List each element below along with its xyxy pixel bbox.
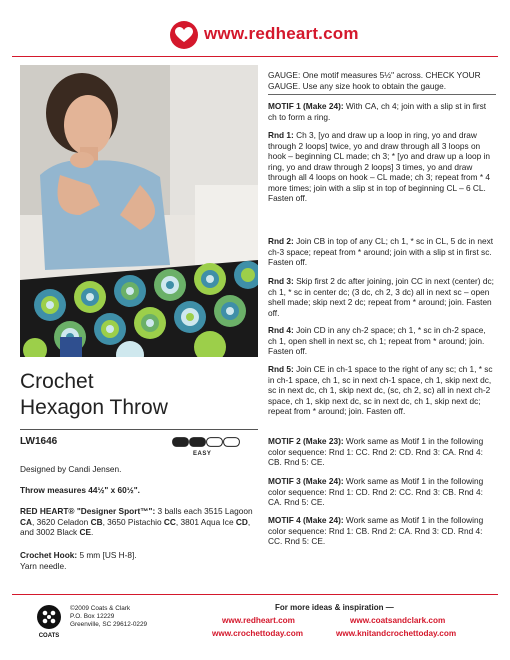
- throw-measurements: Throw measures 44½" x 60½".: [20, 485, 140, 495]
- title-divider: [20, 429, 258, 430]
- copyright-line: ©2009 Coats & Clark: [70, 605, 131, 612]
- copyright-block: [70, 605, 147, 629]
- round-text: Join CE in ch-1 space to the right of any sc; ch 1, * sc in ch-1 space, ch 1, sc in next ch-1 space, ch 1, skip next dc, sc in next dc, ch 1, skip next dc, (sc, ch 2, sc) all in next ch-2 space, ch 1, skip next dc, sc in next dc, ch 1, skip next dc; repeat from * around; join. Fasten off.: [268, 364, 493, 416]
- title-line-1: Crochet: [20, 370, 94, 393]
- round-2: [268, 236, 496, 268]
- round-heading: Rnd 3:: [268, 276, 294, 286]
- needle-info: Yarn needle.: [20, 561, 67, 571]
- motif-heading: MOTIF 4 (Make 24):: [268, 515, 344, 525]
- pattern-title: [20, 369, 168, 421]
- skill-level-segment: [173, 438, 189, 447]
- motif-2: [268, 436, 496, 468]
- yarn-materials: [20, 506, 260, 538]
- heart-icon: [175, 27, 193, 43]
- motif-4: [268, 515, 496, 547]
- header-url-link[interactable]: www.redheart.com: [204, 24, 359, 43]
- pattern-id: LW1646: [20, 436, 58, 447]
- round-4: [268, 325, 496, 357]
- motif-text: Work same as Motif 1 in the following color sequence: Rnd 1: CC. Rnd 2: CD. Rnd 3: CA. Rnd 4: CB. Rnd 5: CE.: [268, 436, 484, 467]
- address-line: P.O. Box 12229: [70, 613, 115, 620]
- gauge-note: GAUGE: One motif measures 5½" across. CHECK YOUR GAUGE. Use any size hook to obtain the gauge.: [268, 70, 481, 91]
- round-text: Ch 3, [yo and draw up a loop in ring, yo and draw through 2 loops] twice, yo and draw through all 3 loops on hook – beginning CL made; ch 3; * [yo and draw up a loop in ring, yo and draw through 2 loops] 3 times, yo and draw through all 4 loops on hook – CL made; ch 3; repeat from * 4 more times; join with a slip st in top of beginning CL – 6 CL. Fasten off.: [268, 130, 491, 203]
- hook-label: Crochet Hook:: [20, 550, 78, 560]
- address-line: Greenville, SC 29612-0229: [70, 621, 148, 628]
- skill-level-segment: [207, 438, 223, 447]
- yarn-text: , and 3002 Black: [20, 516, 251, 537]
- round-heading: Rnd 4:: [268, 325, 294, 335]
- hook-info: [20, 550, 260, 561]
- product-photo: [20, 65, 258, 357]
- yarn-text: , 3620 Celadon: [31, 516, 91, 527]
- skill-level-label: EASY: [193, 451, 212, 457]
- coats-logo-text: COATS: [38, 633, 60, 639]
- yarn-brand: RED HEART® "Designer Sport™":: [20, 506, 156, 516]
- coats-logo: [36, 604, 62, 640]
- round-heading: Rnd 2:: [268, 236, 294, 246]
- more-ideas-heading: For more ideas & inspiration —: [275, 603, 394, 612]
- motif-text: Work same as Motif 1 in the following color sequence: Rnd 1: CD. Rnd 2: CC. Rnd 3: CB. Rnd 4: CA. Rnd 5: CE.: [268, 476, 484, 507]
- color-code: CE: [79, 527, 92, 537]
- yarn-text: .: [91, 527, 94, 537]
- yarn-text: , 3650 Pistachio: [102, 516, 164, 527]
- designer-credit: Designed by Candi Jensen.: [20, 464, 122, 474]
- skill-level-icon: [172, 437, 240, 447]
- skill-level-segment: [224, 438, 240, 447]
- round-1: [268, 130, 496, 204]
- title-line-2: Hexagon Throw: [20, 396, 168, 419]
- gauge-divider: [268, 94, 496, 95]
- round-text: Join CB in top of any CL; ch 1, * sc in CL, 5 dc in next ch-3 space; repeat from * around; join with a slip st in first sc. Fasten off.: [268, 236, 494, 267]
- round-text: Skip first 2 dc after joining, join CC in next (center) dc; ch 1, * sc in center dc; (3 dc, ch 2, 3 dc) all in next sc – open shell made; skip next 2 dc; repeat from * around; join. Fasten off.: [268, 276, 494, 318]
- footer-link-crochettoday[interactable]: www.crochettoday.com: [212, 629, 303, 638]
- motif-heading: MOTIF 1 (Make 24):: [268, 101, 344, 111]
- red-heart-logo: [170, 21, 198, 49]
- header-divider: [12, 56, 498, 57]
- round-heading: Rnd 5:: [268, 364, 294, 374]
- color-code: CB: [90, 516, 103, 527]
- color-code: CC: [163, 516, 176, 527]
- footer-link-knitandcrochettoday[interactable]: www.knitandcrochettoday.com: [336, 629, 457, 638]
- motif-1-intro: [268, 101, 496, 122]
- footer-divider: [12, 594, 498, 595]
- hook-value: 5 mm [US H-8].: [77, 550, 137, 560]
- color-code: CA: [20, 516, 32, 527]
- motif-text: Work same as Motif 1 in the following color sequence: Rnd 1: CB. Rnd 2: CA. Rnd 3: CD. Rnd 4: CC. Rnd 5: CE.: [268, 515, 484, 546]
- skill-level-segment: [190, 438, 206, 447]
- yarn-text: 3 balls each 3515 Lagoon: [155, 506, 253, 516]
- footer-link-coatsandclark[interactable]: www.coatsandclark.com: [350, 616, 446, 625]
- footer-link-redheart[interactable]: www.redheart.com: [222, 616, 295, 625]
- motif-heading: MOTIF 2 (Make 23):: [268, 436, 344, 446]
- motif-3: [268, 476, 496, 508]
- motif-heading: MOTIF 3 (Make 24):: [268, 476, 344, 486]
- round-text: Join CD in any ch-2 space; ch 1, * sc in ch-2 space, ch 1, open shell in next sc, ch 1; repeat from * around; join. Fasten off.: [268, 325, 486, 356]
- yarn-text: , 3801 Aqua Ice: [175, 516, 236, 527]
- motif-text: With CA, ch 4; join with a slip st in first ch to form a ring.: [268, 101, 487, 122]
- color-code: CD: [235, 516, 248, 527]
- round-5: [268, 364, 496, 417]
- round-3: [268, 276, 496, 318]
- round-heading: Rnd 1:: [268, 130, 294, 140]
